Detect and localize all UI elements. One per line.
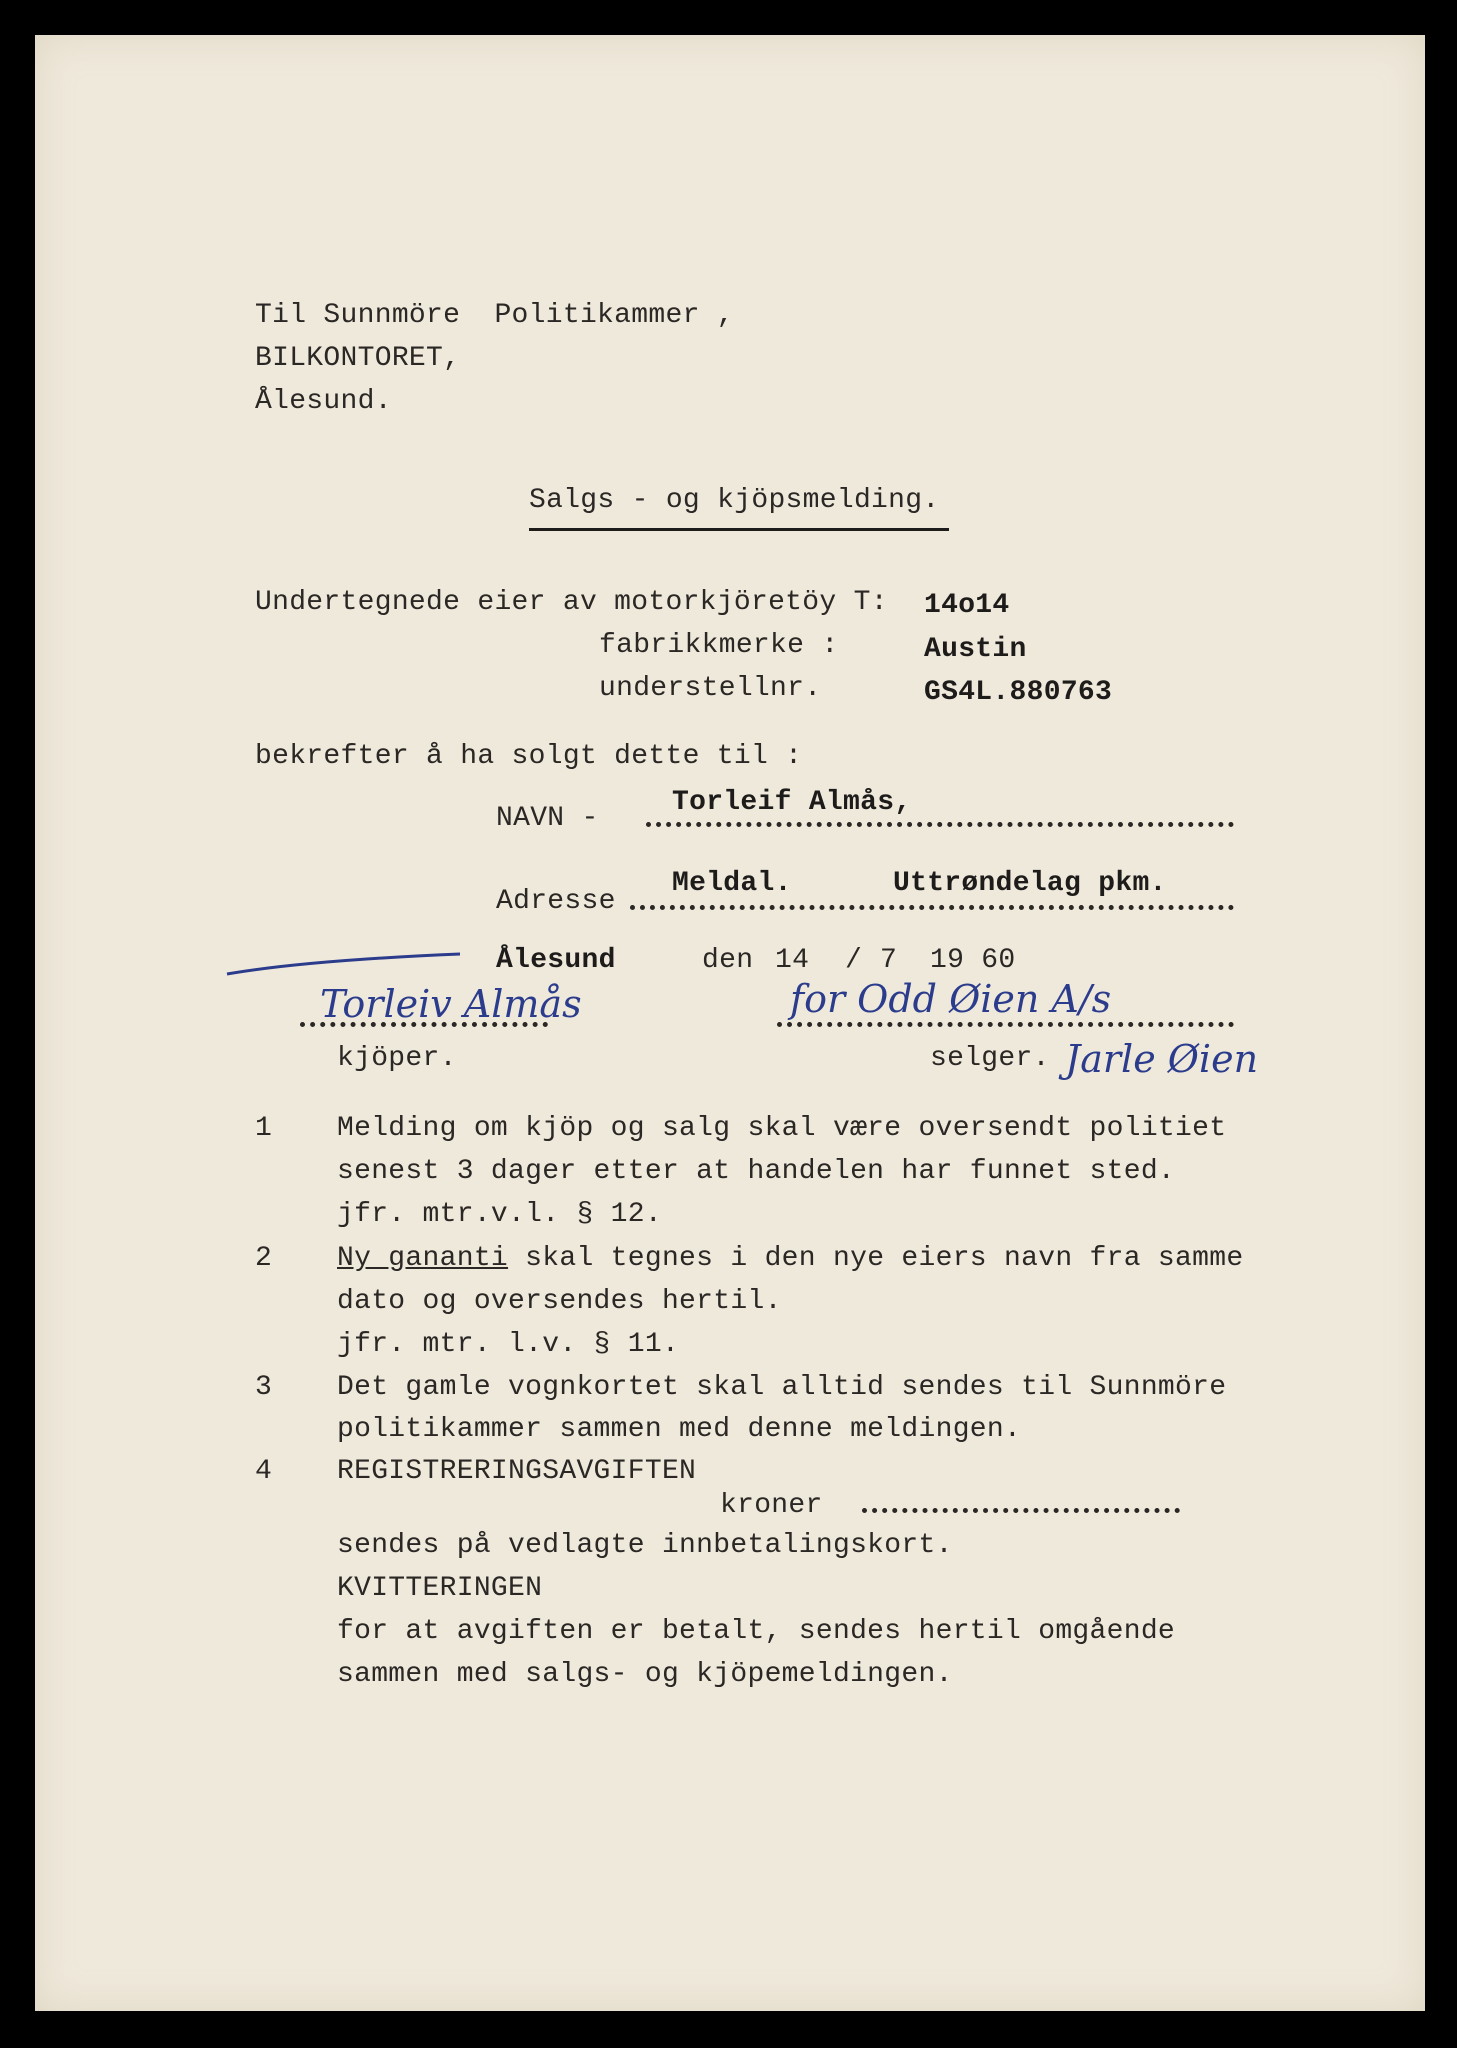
buyer-label: kjöper. — [337, 1043, 457, 1074]
recipient-line: Til Sunnmöre Politikammer , — [255, 300, 734, 331]
item-number: 1 — [255, 1113, 273, 1144]
vehicle-intro-label: Undertegnede eier av motorkjöretöy T: — [255, 587, 888, 618]
buyer-address-value-1: Meldal. — [672, 868, 792, 899]
kroner-label: kroner — [720, 1490, 823, 1521]
item-line-rest: skal tegnes i den nye eiers navn fra samme — [508, 1243, 1244, 1274]
date-year: 19 60 — [930, 945, 1016, 976]
item-line: for at avgiften er betalt, sendes hertil omgående — [337, 1616, 1176, 1647]
kroner-dotted-line — [862, 1508, 1180, 1513]
recipient-line: Ålesund. — [255, 386, 392, 417]
seller-signature-dotted-line — [777, 1022, 1234, 1027]
item-line — [337, 1245, 1243, 1273]
buyer-signature: Torleiv Almås — [320, 982, 582, 1026]
make-label: fabrikkmerke : — [599, 630, 839, 661]
date-month: 7 — [880, 945, 898, 976]
buyer-address-value-2: Uttrøndelag pkm. — [893, 868, 1167, 899]
registration-value: 14o14 — [924, 590, 1010, 621]
buyer-name-label: NAVN - — [496, 803, 599, 834]
title-underline — [529, 528, 949, 531]
item-line: KVITTERINGEN — [337, 1573, 543, 1604]
seller-signature-firm: for Odd Øien A/s — [790, 977, 1112, 1021]
item-number: 4 — [255, 1456, 273, 1487]
item-number: 3 — [255, 1372, 273, 1403]
buyer-signature-dotted-line — [300, 1022, 548, 1027]
buyer-name-dotted-line — [646, 822, 1234, 827]
document-title: Salgs - og kjöpsmelding. — [529, 485, 940, 516]
item-line: REGISTRERINGSAVGIFTEN — [337, 1456, 697, 1487]
buyer-name-value: Torleif Almås, — [672, 787, 912, 818]
date-place: Ålesund — [496, 945, 616, 976]
item-line: Melding om kjöp og salg skal være oversendt politiet — [337, 1113, 1227, 1144]
seller-label: selger. — [930, 1043, 1050, 1074]
buyer-address-label: Adresse — [496, 886, 616, 917]
item-line: sendes på vedlagte innbetalingskort. — [337, 1530, 953, 1561]
buyer-address-dotted-line — [630, 905, 1234, 910]
make-value: Austin — [924, 634, 1027, 665]
date-prefix: den — [702, 945, 754, 976]
item-line: Det gamle vognkortet skal alltid sendes til Sunnmöre — [337, 1372, 1227, 1403]
seller-signature-name: Jarle Øien — [1065, 1037, 1259, 1081]
chassis-value: GS4L.880763 — [924, 677, 1113, 708]
date-day: 14 — [775, 945, 810, 976]
recipient-line: BILKONTORET, — [255, 343, 461, 374]
item-line: politikammer sammen med denne meldingen. — [337, 1414, 1022, 1445]
date-separator: / — [845, 945, 863, 976]
chassis-label: understellnr. — [599, 673, 822, 704]
item-number: 2 — [255, 1243, 273, 1274]
item-line: dato og oversendes hertil. — [337, 1286, 782, 1317]
item-line: jfr. mtr.v.l. § 12. — [337, 1199, 662, 1230]
item-line: sammen med salgs- og kjöpemeldingen. — [337, 1659, 953, 1690]
sold-to-label: bekrefter å ha solgt dette til : — [255, 741, 803, 772]
underlined-phrase: Ny gananti — [337, 1243, 509, 1274]
item-line: jfr. mtr. l.v. § 11. — [337, 1329, 680, 1360]
item-line: senest 3 dager etter at handelen har funnet sted. — [337, 1156, 1176, 1187]
